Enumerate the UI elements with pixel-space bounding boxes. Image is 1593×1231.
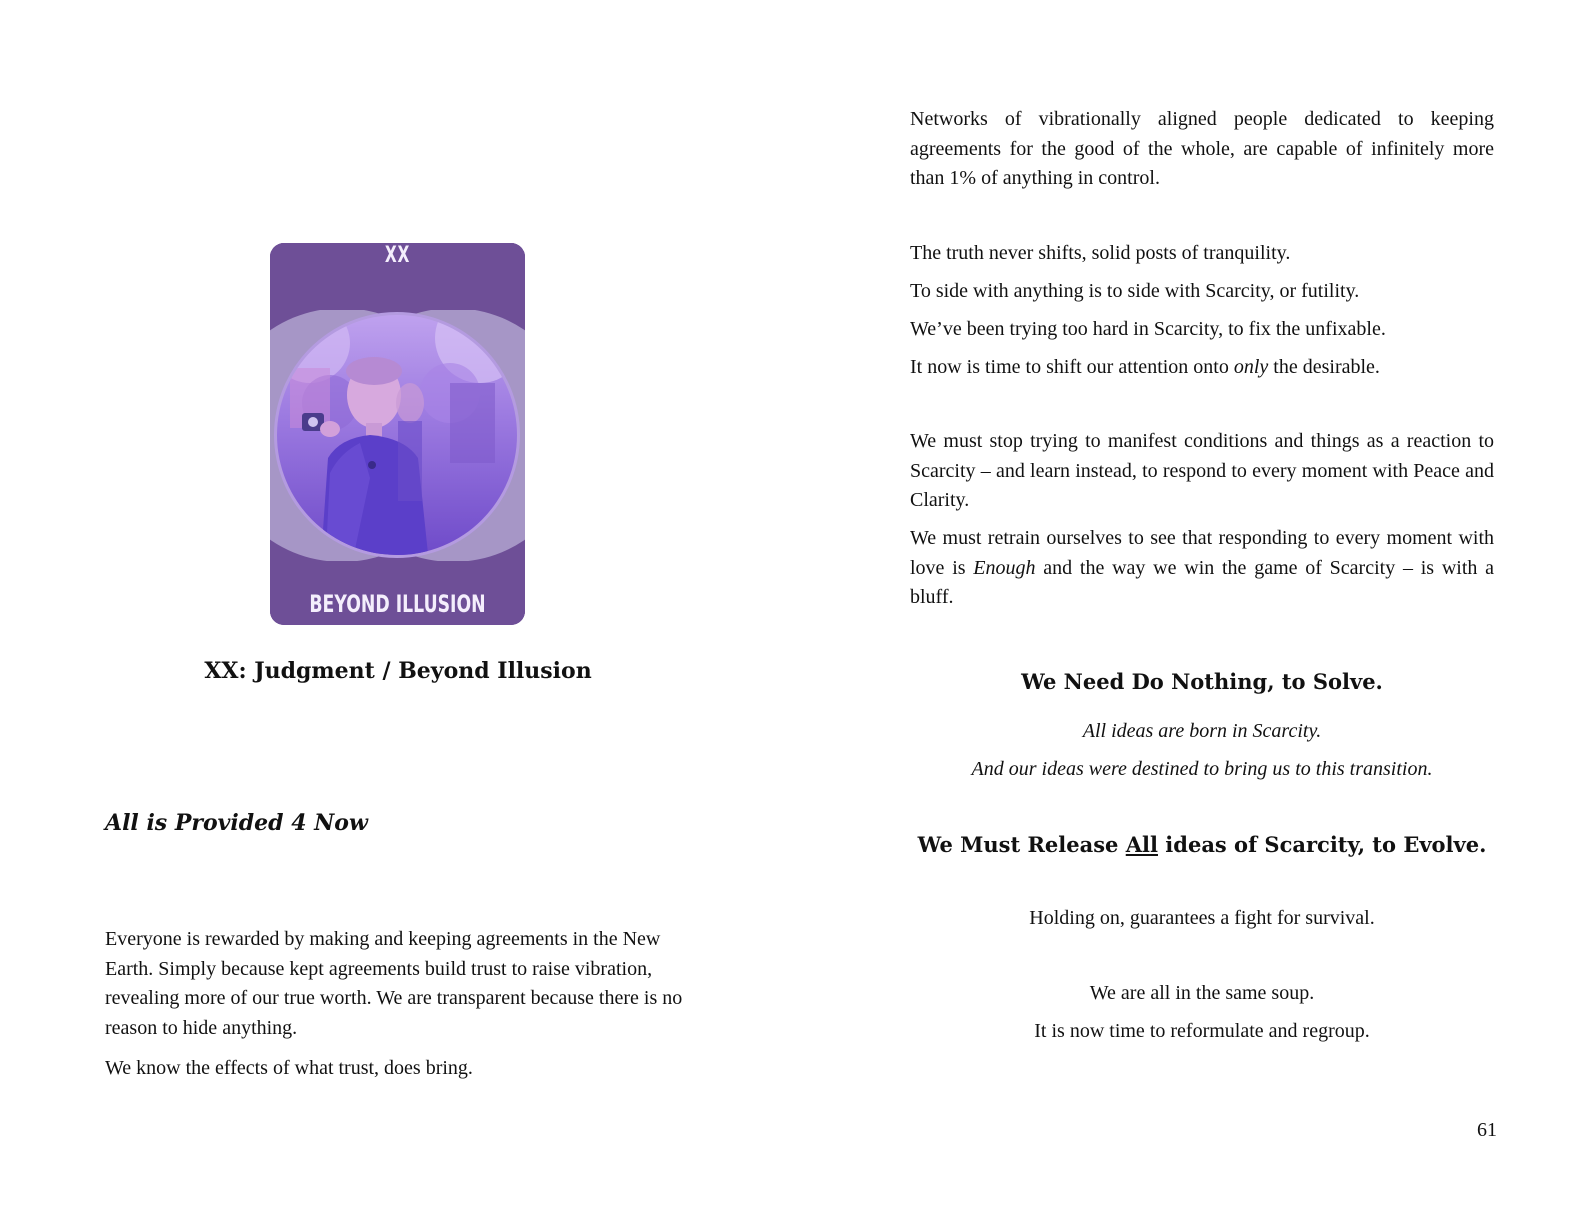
line-shift xyxy=(910,353,1494,383)
line-shift-text-b: the desirable. xyxy=(1268,356,1380,378)
section-heading: All is Provided 4 Now xyxy=(105,810,368,836)
tarot-card xyxy=(270,243,525,625)
heading-do-nothing: We Need Do Nothing, to Solve. xyxy=(1021,669,1383,694)
paragraph-retrain xyxy=(910,524,1494,613)
card-artwork xyxy=(270,243,525,625)
paragraph-agreements: Everyone is rewarded by making and keeping agreements in the New Earth. Simply because kept agreements build trust to raise vibration, revealing more of our true worth. We are transparent because there is no reason to hide anything. xyxy=(105,928,683,1039)
heading-release-b: ideas of Scarcity, to Evolve. xyxy=(1157,832,1487,857)
italic-line-transition: And our ideas were destined to bring us to this transition. xyxy=(971,758,1433,780)
card-numeral: XX xyxy=(384,243,411,268)
heading-release xyxy=(910,830,1494,860)
paragraph-retrain-emphasis: Enough xyxy=(973,556,1036,579)
right-page xyxy=(796,0,1593,1231)
italic-line-ideas: All ideas are born in Scarcity. xyxy=(1082,720,1322,742)
line-holding: Holding on, guarantees a fight for survival. xyxy=(1029,907,1375,929)
line-regroup: It is now time to reformulate and regroup. xyxy=(1034,1020,1370,1042)
heading-release-underlined: All xyxy=(1125,832,1158,857)
line-shift-text-a: It now is time to shift our attention onto xyxy=(910,356,1234,378)
paragraph-retrain-a: We must retrain ourselves to see that responding to every moment with love is xyxy=(910,527,1494,579)
line-side: To side with anything is to side with Scarcity, or futility. xyxy=(910,280,1360,302)
heading-release-a: We Must Release xyxy=(917,832,1126,857)
paragraph-retrain-b: and the way we win the game of Scarcity – is with a bluff. xyxy=(910,556,1495,608)
page-number: 61 xyxy=(1477,1119,1497,1141)
paragraph-networks: Networks of vibrationally aligned people dedicated to keeping agreements for the good of the whole, are capable of infinitely more than 1% of anything in control. xyxy=(910,108,1494,189)
line-trying: We’ve been trying too hard in Scarcity, to fix the unfixable. xyxy=(910,318,1386,340)
paragraph-trust: We know the effects of what trust, does bring. xyxy=(105,1057,473,1079)
line-shift-emphasis: only xyxy=(1233,356,1269,378)
card-title: XX: Judgment / Beyond Illusion xyxy=(204,658,592,684)
left-page xyxy=(0,0,796,1231)
line-soup: We are all in the same soup. xyxy=(1089,982,1315,1004)
card-name: BEYOND ILLUSION xyxy=(309,590,486,618)
line-truth: The truth never shifts, solid posts of tranquility. xyxy=(910,242,1291,264)
paragraph-manifest: We must stop trying to manifest conditions and things as a reaction to Scarcity – and learn instead, to respond to every moment with Peace and Clarity. xyxy=(910,430,1494,511)
